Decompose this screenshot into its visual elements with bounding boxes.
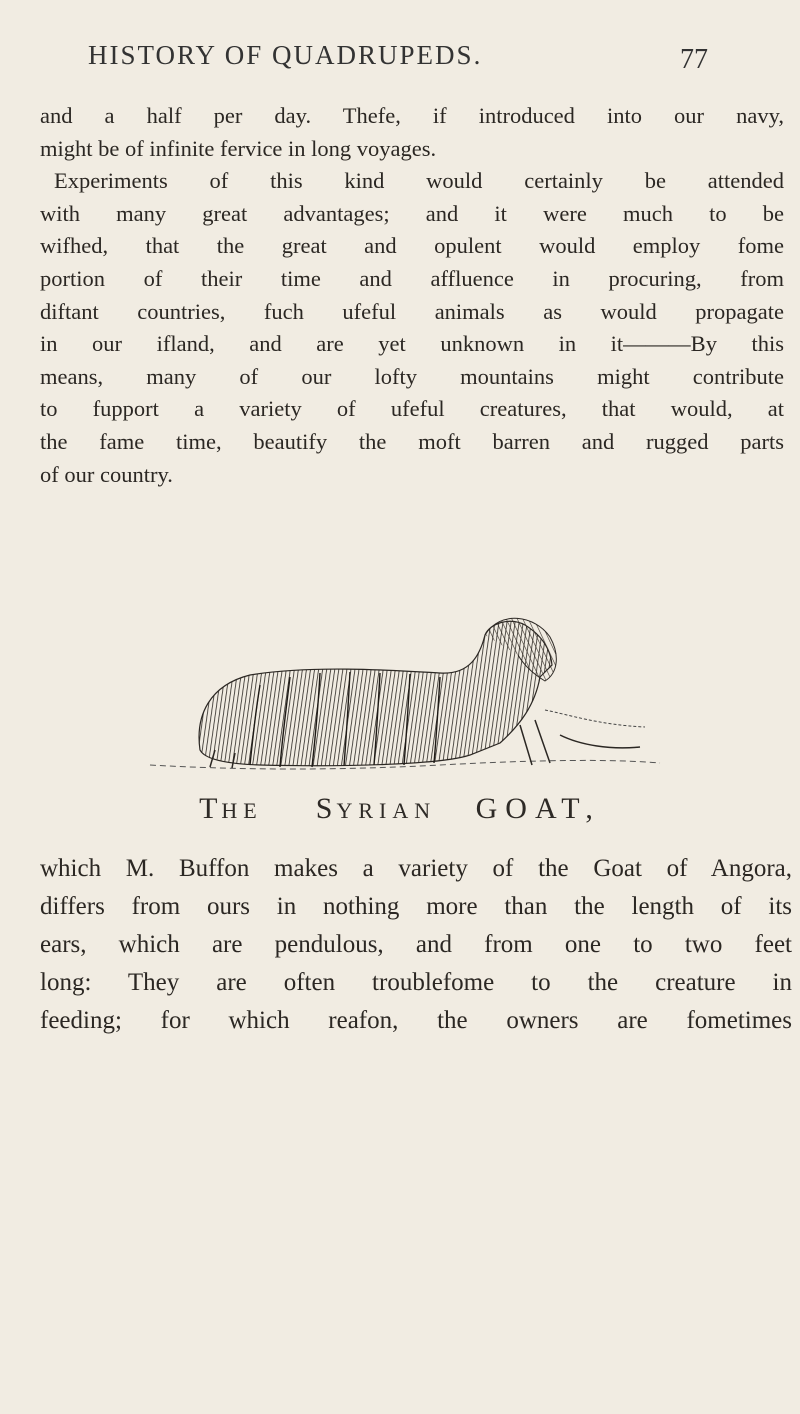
goat-engraving bbox=[140, 615, 670, 780]
text-line: and a half per day. Thefe, if introduced into our navy, bbox=[40, 103, 784, 128]
page-number: 77 bbox=[680, 44, 708, 75]
text-line: means, many of our lofty mountains might contribute bbox=[40, 363, 784, 389]
plate-caption bbox=[120, 792, 680, 826]
caption-initial-t: T bbox=[199, 792, 222, 825]
text-line: feeding; for which reafon, the owners are fometimes bbox=[40, 1007, 792, 1034]
text-line: portion of their time and affluence in procuring, from bbox=[40, 265, 784, 291]
text-line: diftant countries, fuch ufeful animals as would propagate bbox=[40, 298, 784, 324]
running-header bbox=[88, 40, 708, 90]
text-line: might be of infinite fervice in long voyages. bbox=[40, 135, 437, 161]
text-line: the fame time, beautify the moft barren and rugged parts bbox=[40, 428, 784, 454]
text-line: of our country. bbox=[40, 461, 173, 487]
caption-goat: GOAT, bbox=[475, 792, 601, 825]
text-line: which M. Buffon makes a variety of the Goat of Angora, bbox=[40, 855, 792, 882]
running-title: HISTORY OF QUADRUPEDS. bbox=[88, 40, 483, 70]
text-line: in our ifland, and are yet unknown in it———By this bbox=[40, 331, 784, 357]
paragraph-continuation bbox=[40, 100, 784, 165]
body-text-upper bbox=[40, 100, 784, 491]
caption-small-caps-he: HE bbox=[221, 798, 263, 823]
text-line: Experiments of this kind would certainly be attended bbox=[54, 168, 784, 194]
text-line: wifhed, that the great and opulent would employ fome bbox=[40, 233, 784, 259]
text-line: with many great advantages; and it were much to be bbox=[40, 200, 784, 226]
caption-initial-s: S bbox=[315, 792, 337, 825]
text-line: to fupport a variety of ufeful creatures, that would, at bbox=[40, 396, 784, 422]
caption-small-caps-yrian: YRIAN bbox=[336, 798, 437, 823]
text-line: ears, which are pendulous, and from one to two feet bbox=[40, 931, 792, 958]
text-line: differs from ours in nothing more than the length of its bbox=[40, 893, 792, 920]
syrian-goat-illustration bbox=[140, 615, 670, 780]
text-line: long: They are often troublefome to the creature in bbox=[40, 969, 792, 996]
paragraph-experiments bbox=[40, 165, 784, 491]
body-text-lower bbox=[40, 850, 792, 1040]
